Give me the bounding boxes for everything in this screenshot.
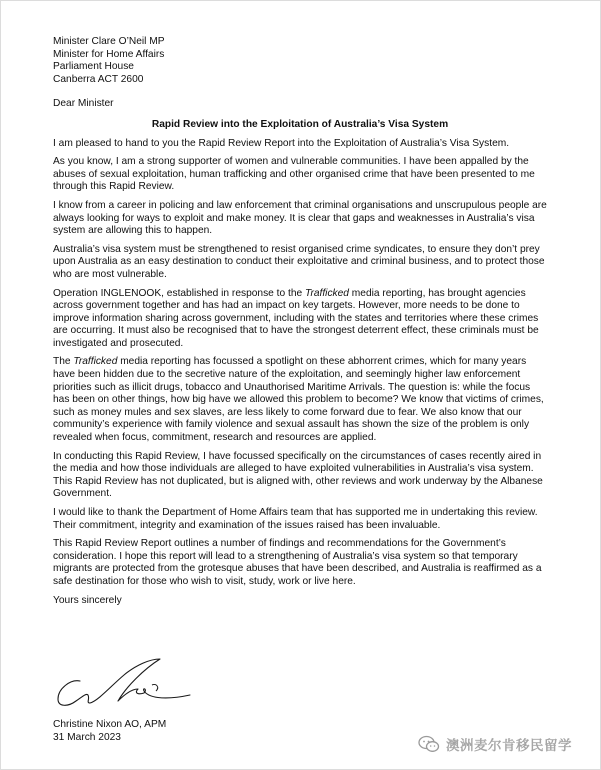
watermark	[418, 733, 572, 755]
letter-body	[53, 36, 547, 607]
recipient-address	[53, 36, 547, 86]
watermark-text: 澳洲麦尔肯移民留学	[446, 738, 572, 753]
closing: Yours sincerely	[53, 594, 122, 606]
paragraph: Australia’s visa system must be strengthened to resist organised crime syndicates, to ensure they don’t prey upon Australia as an easy destination to conduct their exploitative and criminal business, and to protect those who are most vulnerable.	[53, 243, 545, 280]
paragraph: I would like to thank the Department of Home Affairs team that has supported me in undertaking this review. Their commitment, integrity and examination of the issues raised has been invaluable.	[53, 507, 538, 531]
paragraph	[53, 356, 547, 444]
paragraph-text: media reporting has focussed a spotlight on these abhorrent crimes, which for many years have been hidden due to the secretive nature of the exploitation, and seemingly higher law enforcement priorities such as illicit drugs, tobacco and Unauthorised Maritime Arrivals. The question is: while the focus has been on other things, how big have we allowed this problem to become? We know that victims of crimes, such as money mules and sex slaves, are less likely to come forward due to fear. We also know that our community’s experience with family violence and sexual assault has shown the size of the problem is only revealed when focus, commitment, research and resources are applied.	[53, 356, 544, 444]
paragraph-text: media reporting, has brought agencies across government together and has had an impact on key targets. However, more needs to be done to improve information sharing across government, including with the states and territories where these crimes are occurring. It must also be recognised that to have the strongest deterrent effect, these criminals must be investigated and prosecuted.	[53, 287, 539, 349]
paragraph	[53, 288, 547, 351]
signature	[52, 655, 202, 713]
paragraph: This Rapid Review Report outlines a number of findings and recommendations for the Government’s consideration. I hope this report will lead to a strengthening of Australia’s visa system so that temporary migrants are protected from the grotesque abuses that have been described, and Australia is reaffirmed as a safe destination for those who wish to visit, study, work or live here.	[53, 538, 542, 587]
salutation: Dear Minister	[53, 98, 114, 110]
paragraph: As you know, I am a strong supporter of women and vulnerable communities. I have been appalled by the abuses of sexual exploitation, human trafficking and other organised crime that have been presented to me through this Rapid Review.	[53, 156, 535, 193]
signer-block	[53, 719, 166, 744]
paragraph-text: The	[53, 356, 74, 368]
address-line: Minister for Home Affairs	[53, 48, 165, 60]
wechat-icon	[418, 735, 440, 753]
address-line: Parliament House	[53, 61, 134, 73]
paragraph: I know from a career in policing and law enforcement that criminal organisations and unscrupulous people are always looking for ways to exploit and make money. It is clear that gaps and weaknesses in Australia’s visa system are allowing this to happen.	[53, 199, 547, 237]
paragraph-text: Operation INGLENOOK, established in response to the	[53, 287, 305, 299]
address-line: Canberra ACT 2600	[53, 73, 144, 85]
address-line: Minister Clare O’Neil MP	[53, 36, 165, 47]
paragraph: I am pleased to hand to you the Rapid Review Report into the Exploitation of Australia’s Visa System.	[53, 137, 510, 149]
paragraph: In conducting this Rapid Review, I have focussed specifically on the circumstances of cases recently aired in the media and how those individuals are alleged to have exploited vulnerabilities in Australia’s visa system. This Rapid Review has not duplicated, but is aligned with, other reviews and work underway by the Albanese Government.	[53, 450, 543, 500]
signer-name: Christine Nixon AO, APM	[53, 719, 167, 730]
emphasis-text: Trafficked	[73, 356, 118, 368]
letter-title: Rapid Review into the Exploitation of Australia’s Visa System	[151, 118, 449, 130]
signer-date: 31 March 2023	[53, 731, 121, 743]
emphasis-text: Trafficked	[305, 287, 349, 299]
